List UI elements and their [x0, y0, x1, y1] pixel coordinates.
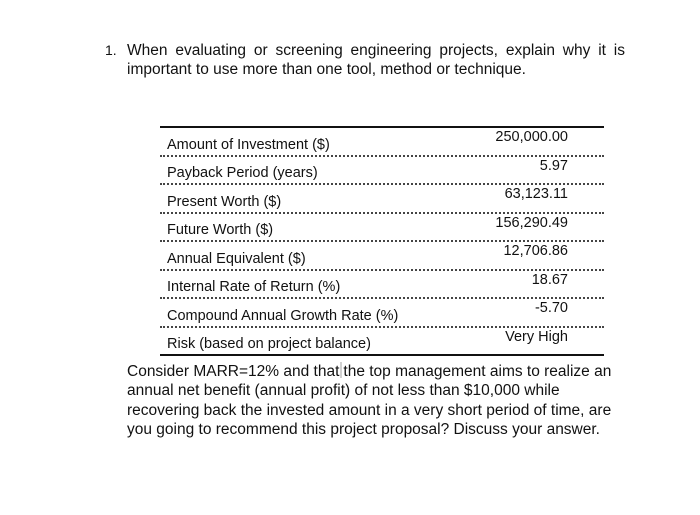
table-row [160, 214, 604, 243]
prompt-text-start: Consider MARR=12% and that [127, 363, 340, 380]
question-text: When evaluating or screening engineering projects, explain why it is important to use more than one tool, method or technique. [127, 42, 625, 78]
table-row [160, 271, 604, 300]
table-row [160, 242, 604, 271]
row-value: -5.70 [534, 300, 568, 316]
row-value: 12,706.86 [503, 243, 568, 259]
question-1 [105, 41, 625, 79]
table-row [160, 299, 604, 328]
row-value: Very High [505, 328, 568, 345]
row-value: 5.97 [539, 157, 568, 174]
table-row [160, 128, 604, 157]
prompt-text-rest: the top management aims to realize an annual net benefit (annual profit) of not less than $10,000 while recovering back the invested amount in a very short period of time, are you going to recommend this project proposal? Discuss your answer. [127, 363, 612, 438]
row-label: Future Worth ($) [167, 222, 274, 238]
row-value: 63,123.11 [504, 186, 568, 202]
table-row [160, 157, 604, 186]
row-label: Internal Rate of Return (%) [167, 279, 341, 295]
discussion-prompt [127, 362, 612, 439]
table-row [160, 185, 604, 214]
row-value: 250,000.00 [495, 129, 568, 145]
table-row [160, 328, 604, 355]
row-label: Compound Annual Growth Rate (%) [167, 307, 399, 324]
row-label: Amount of Investment ($) [167, 136, 330, 153]
row-label: Payback Period (years) [167, 165, 318, 181]
row-label: Risk (based on project balance) [167, 336, 371, 352]
project-metrics-table [160, 126, 604, 356]
row-label: Annual Equivalent ($) [167, 250, 306, 267]
row-value: 18.67 [531, 271, 568, 288]
row-label: Present Worth ($) [167, 193, 282, 210]
question-number: 1. [105, 42, 117, 58]
row-value: 156,290.49 [495, 214, 568, 231]
